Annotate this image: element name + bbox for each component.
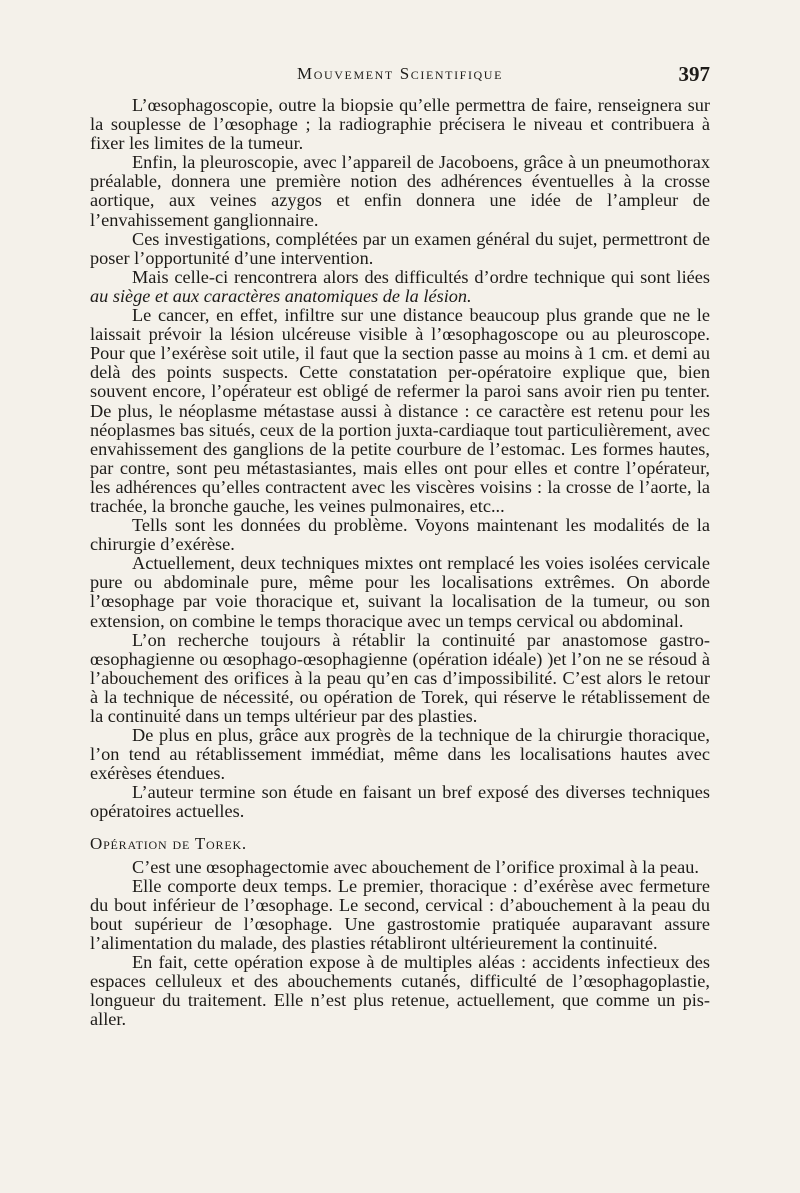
paragraph: L’œsophagoscopie, outre la biopsie qu’elle permettra de faire, renseignera sur la souplesse de l’œsophage ; la radiographie précisera le niveau et contribuera à fixer les limites de la tumeur. bbox=[90, 95, 710, 154]
paragraph-text: Mais celle-ci rencontrera alors des difficultés d’ordre technique qui sont liées bbox=[132, 266, 710, 287]
section-heading: Opération de Torek. bbox=[90, 833, 247, 853]
paragraph bbox=[90, 268, 710, 306]
paragraph: L’on recherche toujours à rétablir la continuité par anastomose gastro-œsophagienne ou œsophago-œsophagienne (opération idéale) )et l’on ne se résoud à l’abouchement des orifices à la peau qu’en cas d’impossibilité. C’est alors le retour à la technique de nécessité, ou opération de Torek, qui réserve le rétablissement de la continuité dans un temps ultérieur par des plasties. bbox=[90, 629, 710, 726]
paragraph: Tells sont les données du problème. Voyons maintenant les modalités de la chirurgie d’exérèse. bbox=[90, 515, 710, 555]
paragraph: Le cancer, en effet, infiltre sur une distance beaucoup plus grande que ne le laissait prévoir la lésion ulcéreuse visible à l’œsophagoscope ou au pleuroscope. Pour que l’exérèse soit utile, il faut que la section passe au moins à 1 cm. et demi au delà des points suspects. Cette constatation per-opératoire explique que, bien souvent encore, l’opérateur est obligé de refermer la paroi sans avoir rien pu tenter. De plus, le néoplasme métastase aussi à distance : ce caractère est retenu pour les néoplasmes bas situés, ceux de la portion juxta-cardiaque tout particulièrement, avec envahissement des ganglions de la petite courbure de l’estomac. Les formes hautes, par contre, sont peu métastasiantes, mais elles ont pour elles et contre l’opérateur, les adhérences qu’elles contractent avec les viscères voisins : la crosse de l’aorte, la trachée, la bronche gauche, les veines pulmonaires, etc... bbox=[90, 305, 710, 516]
paragraph: Actuellement, deux techniques mixtes ont remplacé les voies isolées cervicale pure ou abdominale pure, même pour les localisations extrêmes. On aborde l’œsophage par voie thoracique et, suivant la localisation de la tumeur, ou son extension, on combine le temps thoracique avec un temps cervical ou abdominal. bbox=[90, 553, 710, 631]
paragraph: Enfin, la pleuroscopie, avec l’appareil de Jacoboens, grâce à un pneumothorax préalable, donnera une première notion des adhérences éventuelles à la crosse aortique, aux veines azygos et enfin donnera une idée de l’ampleur de l’envahissement ganglionnaire. bbox=[90, 152, 710, 230]
body-text bbox=[90, 96, 710, 1030]
page-header bbox=[0, 62, 800, 86]
paragraph: En fait, cette opération expose à de multiples aléas : accidents infectieux des espaces celluleux et des abouchements cutanés, difficulté de l’œsophagoplastie, longueur du traitement. Elle n’est plus retenue, actuellement, que comme un pis-aller. bbox=[90, 952, 710, 1030]
paragraph: De plus en plus, grâce aux progrès de la technique de la chirurgie thoracique, l’on tend au rétablissement immédiat, même dans les localisations hautes avec exérèses étendues. bbox=[90, 725, 710, 784]
running-title: Mouvement Scientifique bbox=[297, 64, 503, 83]
page-number: 397 bbox=[678, 62, 710, 86]
paragraph: Elle comporte deux temps. Le premier, thoracique : d’exérèse avec fermeture du bout inférieur de l’œsophage. Le second, cervical : d’abouchement à la peau du bout supérieur de l’œsophage. Une gastrostomie pratiquée auparavant assure l’alimentation du malade, des plasties rétabliront ultérieurement la continuité. bbox=[90, 875, 710, 954]
paragraph: Ces investigations, complétées par un examen général du sujet, permettront de poser l’opportunité d’une intervention. bbox=[90, 228, 710, 268]
paragraph: C’est une œsophagectomie avec abouchement de l’orifice proximal à la peau. bbox=[132, 856, 699, 877]
paragraph: L’auteur termine son étude en faisant un bref exposé des diverses techniques opératoires actuelles. bbox=[90, 782, 710, 822]
italic-phrase: au siège et aux caractères anatomiques de la lésion. bbox=[90, 285, 472, 306]
